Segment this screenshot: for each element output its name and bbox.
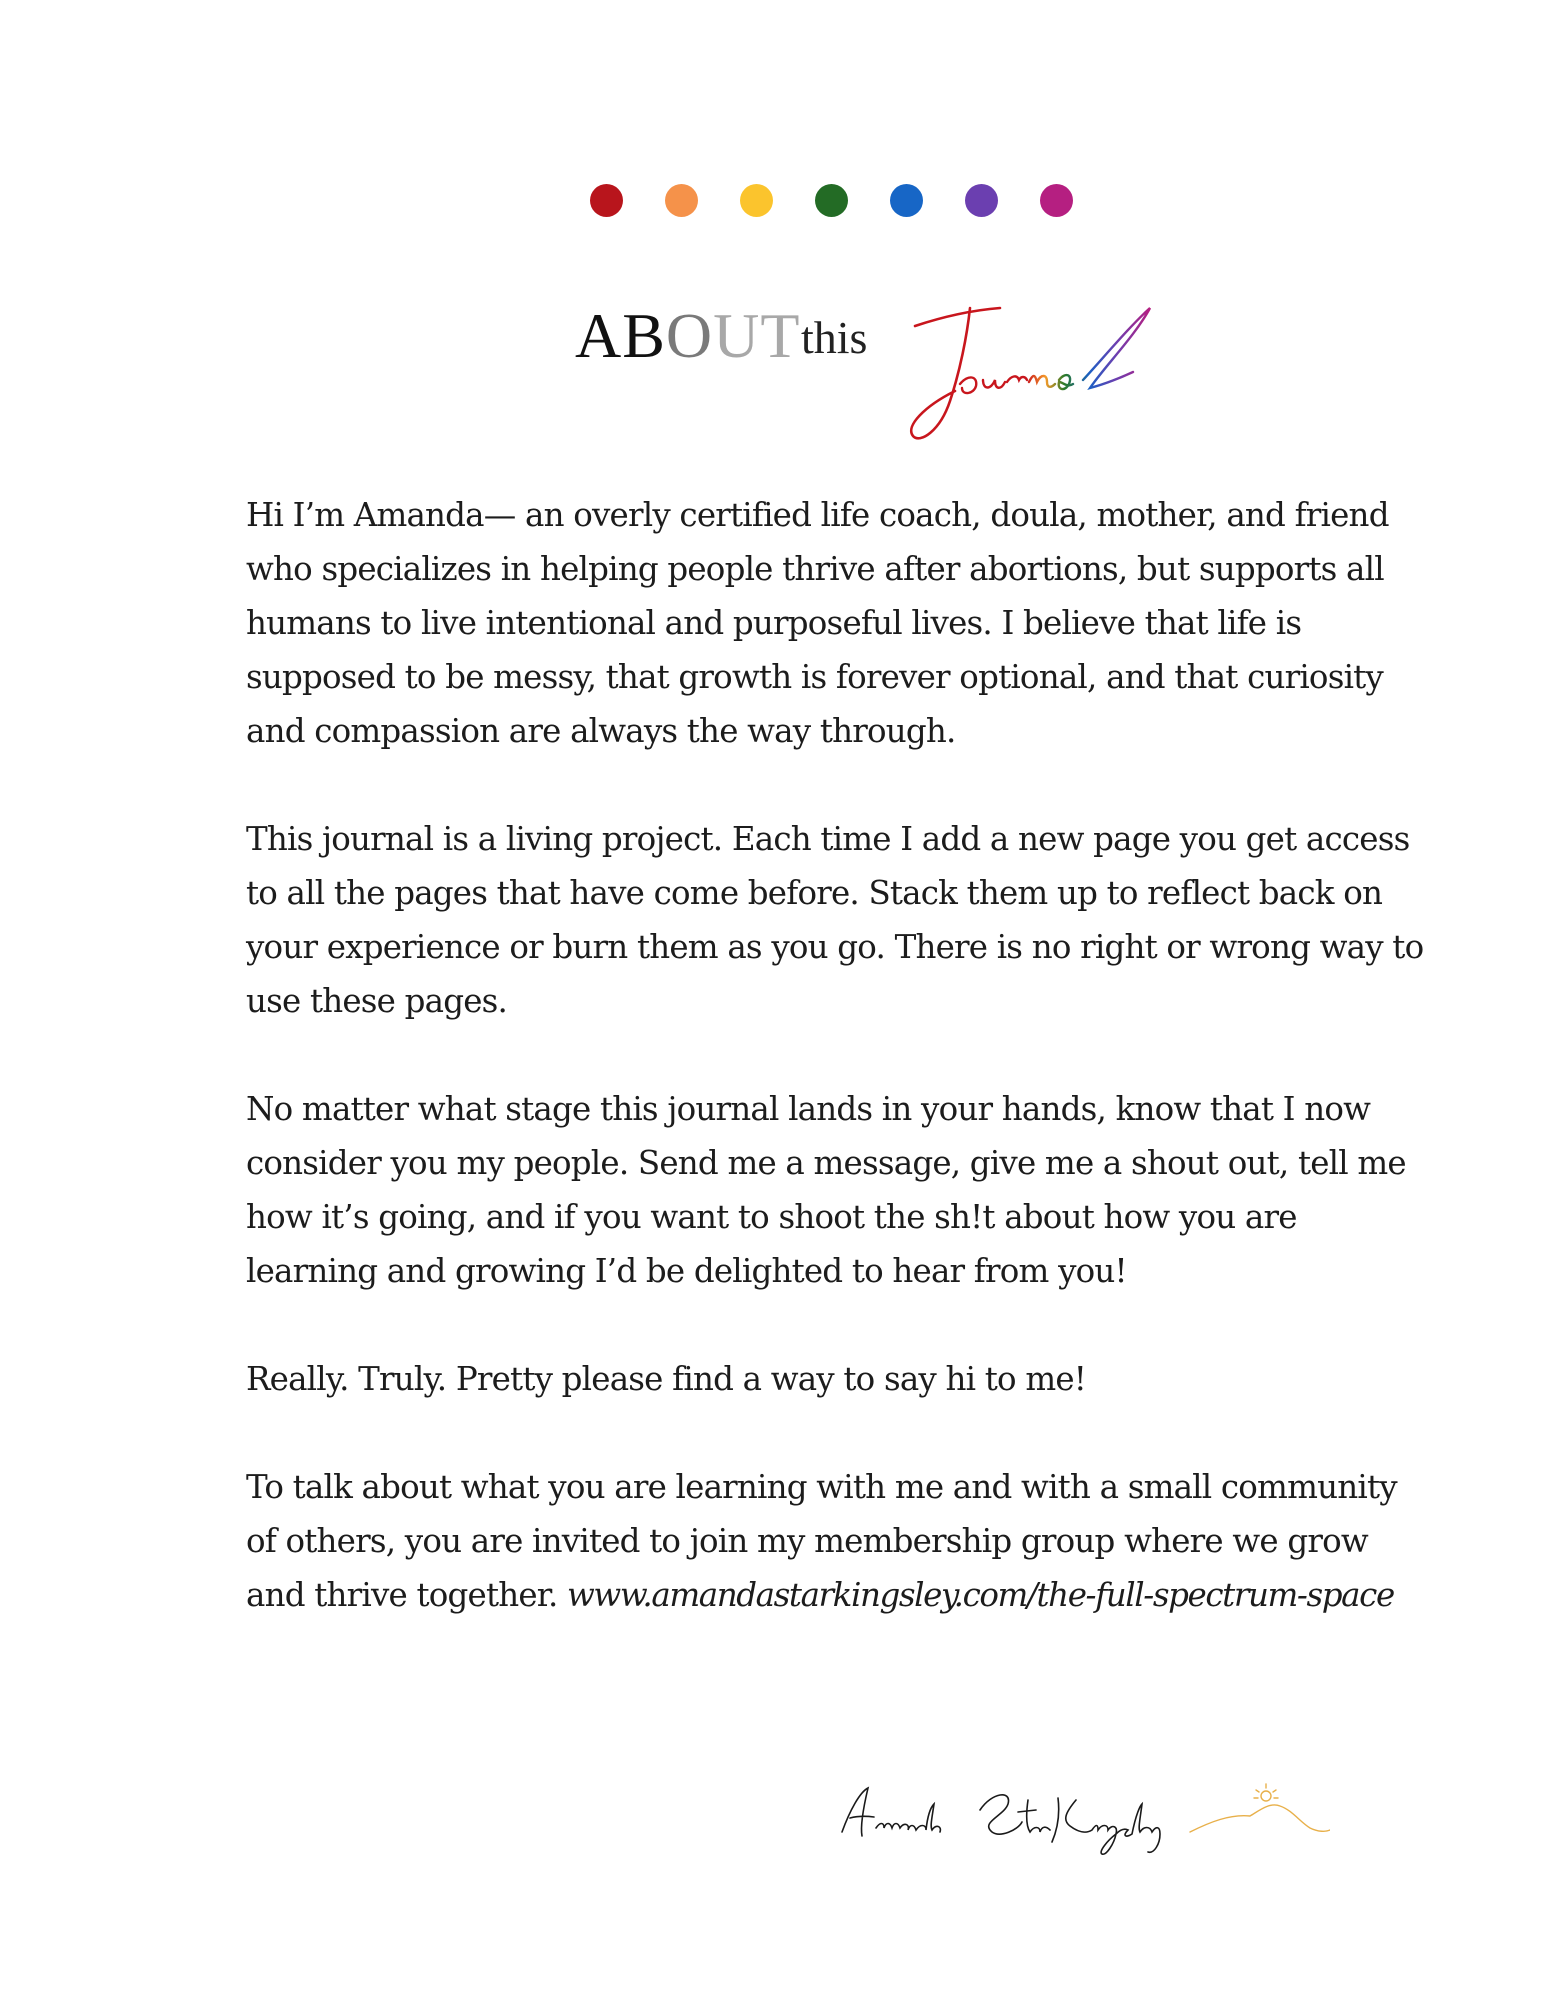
dot-blue	[890, 184, 923, 217]
membership-text: To talk about what you are learning with me and with a small community of others, you are invited to join my membership group where we grow and thrive together.	[246, 1468, 1397, 1614]
paragraph-intro: Hi I’m Amanda— an overly certified life coach, doula, mother, and friend who specializes in helping people thrive after abortions, but supports all humans to live intentional and purposeful lives. I believe that life is supposed to be messy, that growth is forever optional, and that curiosity and compassion are always the way through.	[246, 496, 1389, 750]
title-journal-script	[875, 296, 1175, 456]
title-this: this	[801, 312, 868, 363]
svg-text:Amanda Star Kingsley: Amanda Star Kingsley	[830, 1857, 853, 1859]
about-body	[246, 488, 1466, 1622]
paragraph-my-people: No matter what stage this journal lands in your hands, know that I now consider you my people. Send me a message, give me a shout out, tell me how it’s going, and if you want to shoot the sh!t about how you are learning and growing I’d be delighted to hear from you!	[246, 1090, 1406, 1290]
dot-red	[590, 184, 623, 217]
membership-url-link[interactable]: www.amandastarkingsley.com/the-full-spectrum-space	[567, 1576, 1394, 1614]
title-about: ABOUT	[575, 300, 801, 371]
dot-green	[815, 184, 848, 217]
paragraph-say-hi: Really. Truly. Pretty please find a way to say hi to me!	[246, 1360, 1087, 1398]
dot-purple	[965, 184, 998, 217]
dot-orange	[665, 184, 698, 217]
paragraph-living-project: This journal is a living project. Each time I add a new page you get access to all the pages that have come before. Stack them up to reflect back on your experience or burn them as you go. There is no right or wrong way to use these pages.	[246, 820, 1424, 1020]
color-dots	[590, 184, 1090, 218]
dot-magenta	[1040, 184, 1073, 217]
svg-text:Journal: Journal	[885, 450, 893, 452]
dot-yellow	[740, 184, 773, 217]
paragraph-membership	[246, 1460, 1466, 1622]
signature	[830, 1770, 1330, 1860]
page-title	[575, 300, 1175, 460]
